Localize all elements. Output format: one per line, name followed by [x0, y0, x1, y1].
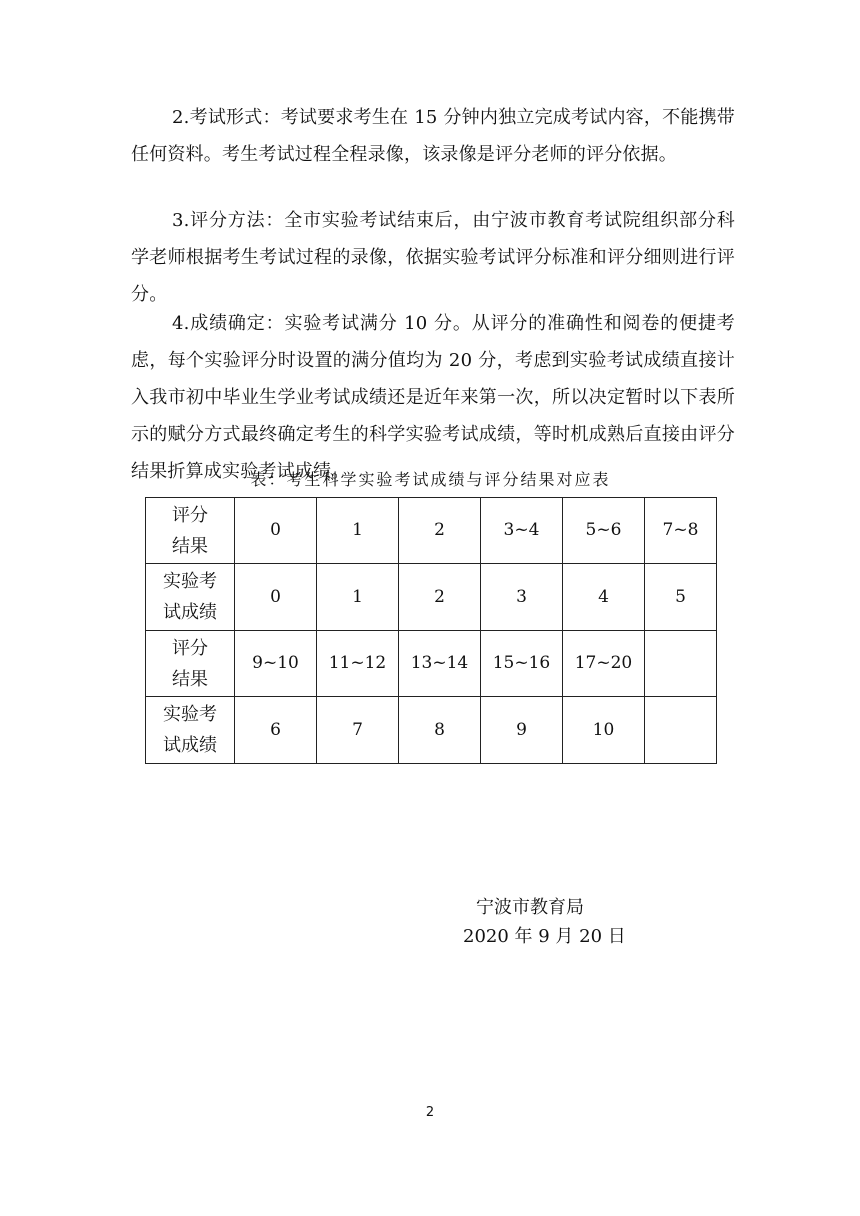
table-row-assessment-1	[146, 498, 717, 564]
table-cell: 4	[563, 564, 645, 631]
table-cell: 0	[235, 498, 317, 564]
table-cell: 5	[645, 564, 717, 631]
table-cell: 7	[317, 697, 399, 764]
row-header	[146, 631, 235, 697]
table-cell: 17~20	[563, 631, 645, 697]
issuing-organization: 宁波市教育局	[476, 897, 584, 918]
table-cell: 9~10	[235, 631, 317, 697]
table-cell: 6	[235, 697, 317, 764]
row-header-line: 实验考	[163, 571, 217, 592]
table-row-score-1	[146, 564, 717, 631]
table-cell: 7~8	[645, 498, 717, 564]
table-cell: 10	[563, 697, 645, 764]
row-header-line: 试成绩	[163, 735, 217, 756]
table-cell: 3~4	[481, 498, 563, 564]
table-row-score-2	[146, 697, 717, 764]
issue-date: 2020 年 9 月 20 日	[463, 926, 626, 947]
table-cell: 1	[317, 564, 399, 631]
table-cell: 8	[399, 697, 481, 764]
row-header-line: 实验考	[163, 704, 217, 725]
row-header	[146, 697, 235, 764]
row-header-line: 结果	[172, 668, 208, 690]
table-cell	[645, 631, 717, 697]
table-cell: 11~12	[317, 631, 399, 697]
table-cell	[645, 697, 717, 764]
row-header-line: 评分	[172, 637, 208, 659]
page-number: 2	[425, 1105, 435, 1120]
table-row-assessment-2	[146, 631, 717, 697]
row-header	[146, 564, 235, 631]
row-header	[146, 498, 235, 564]
row-header-line: 评分	[172, 504, 208, 526]
table-cell: 13~14	[399, 631, 481, 697]
row-header-line: 试成绩	[163, 602, 217, 623]
paragraph-exam-format: 2.考试形式：考试要求考生在 15 分钟内独立完成考试内容，不能携带任何资料。考生考试过程全程录像，该录像是评分老师的评分依据。	[131, 107, 735, 165]
table-cell: 0	[235, 564, 317, 631]
table-cell: 2	[399, 498, 481, 564]
table-cell: 15~16	[481, 631, 563, 697]
paragraph-score-determination: 4.成绩确定：实验考试满分 10 分。从评分的准确性和阅卷的便捷考虑，每个实验评分时设置的满分值均为 20 分，考虑到实验考试成绩直接计入我市初中毕业生学业考试成绩还是近年来第一次，所以决定暂时以下表所示的赋分方式最终确定考生的科学实验考试成绩，等时机成熟后直接由评分结果折算成实验考试成绩。	[131, 313, 735, 482]
table-cell: 9	[481, 697, 563, 764]
row-header-line: 结果	[172, 535, 208, 557]
table-caption: 表：考生科学实验考试成绩与评分结果对应表	[250, 470, 611, 489]
table-cell: 1	[317, 498, 399, 564]
paragraph-scoring-method: 3.评分方法：全市实验考试结束后，由宁波市教育考试院组织部分科学老师根据考生考试过程的录像，依据实验考试评分标准和评分细则进行评分。	[131, 210, 735, 305]
score-conversion-table	[145, 497, 717, 764]
table-cell: 2	[399, 564, 481, 631]
table-cell: 3	[481, 564, 563, 631]
table-cell: 5~6	[563, 498, 645, 564]
